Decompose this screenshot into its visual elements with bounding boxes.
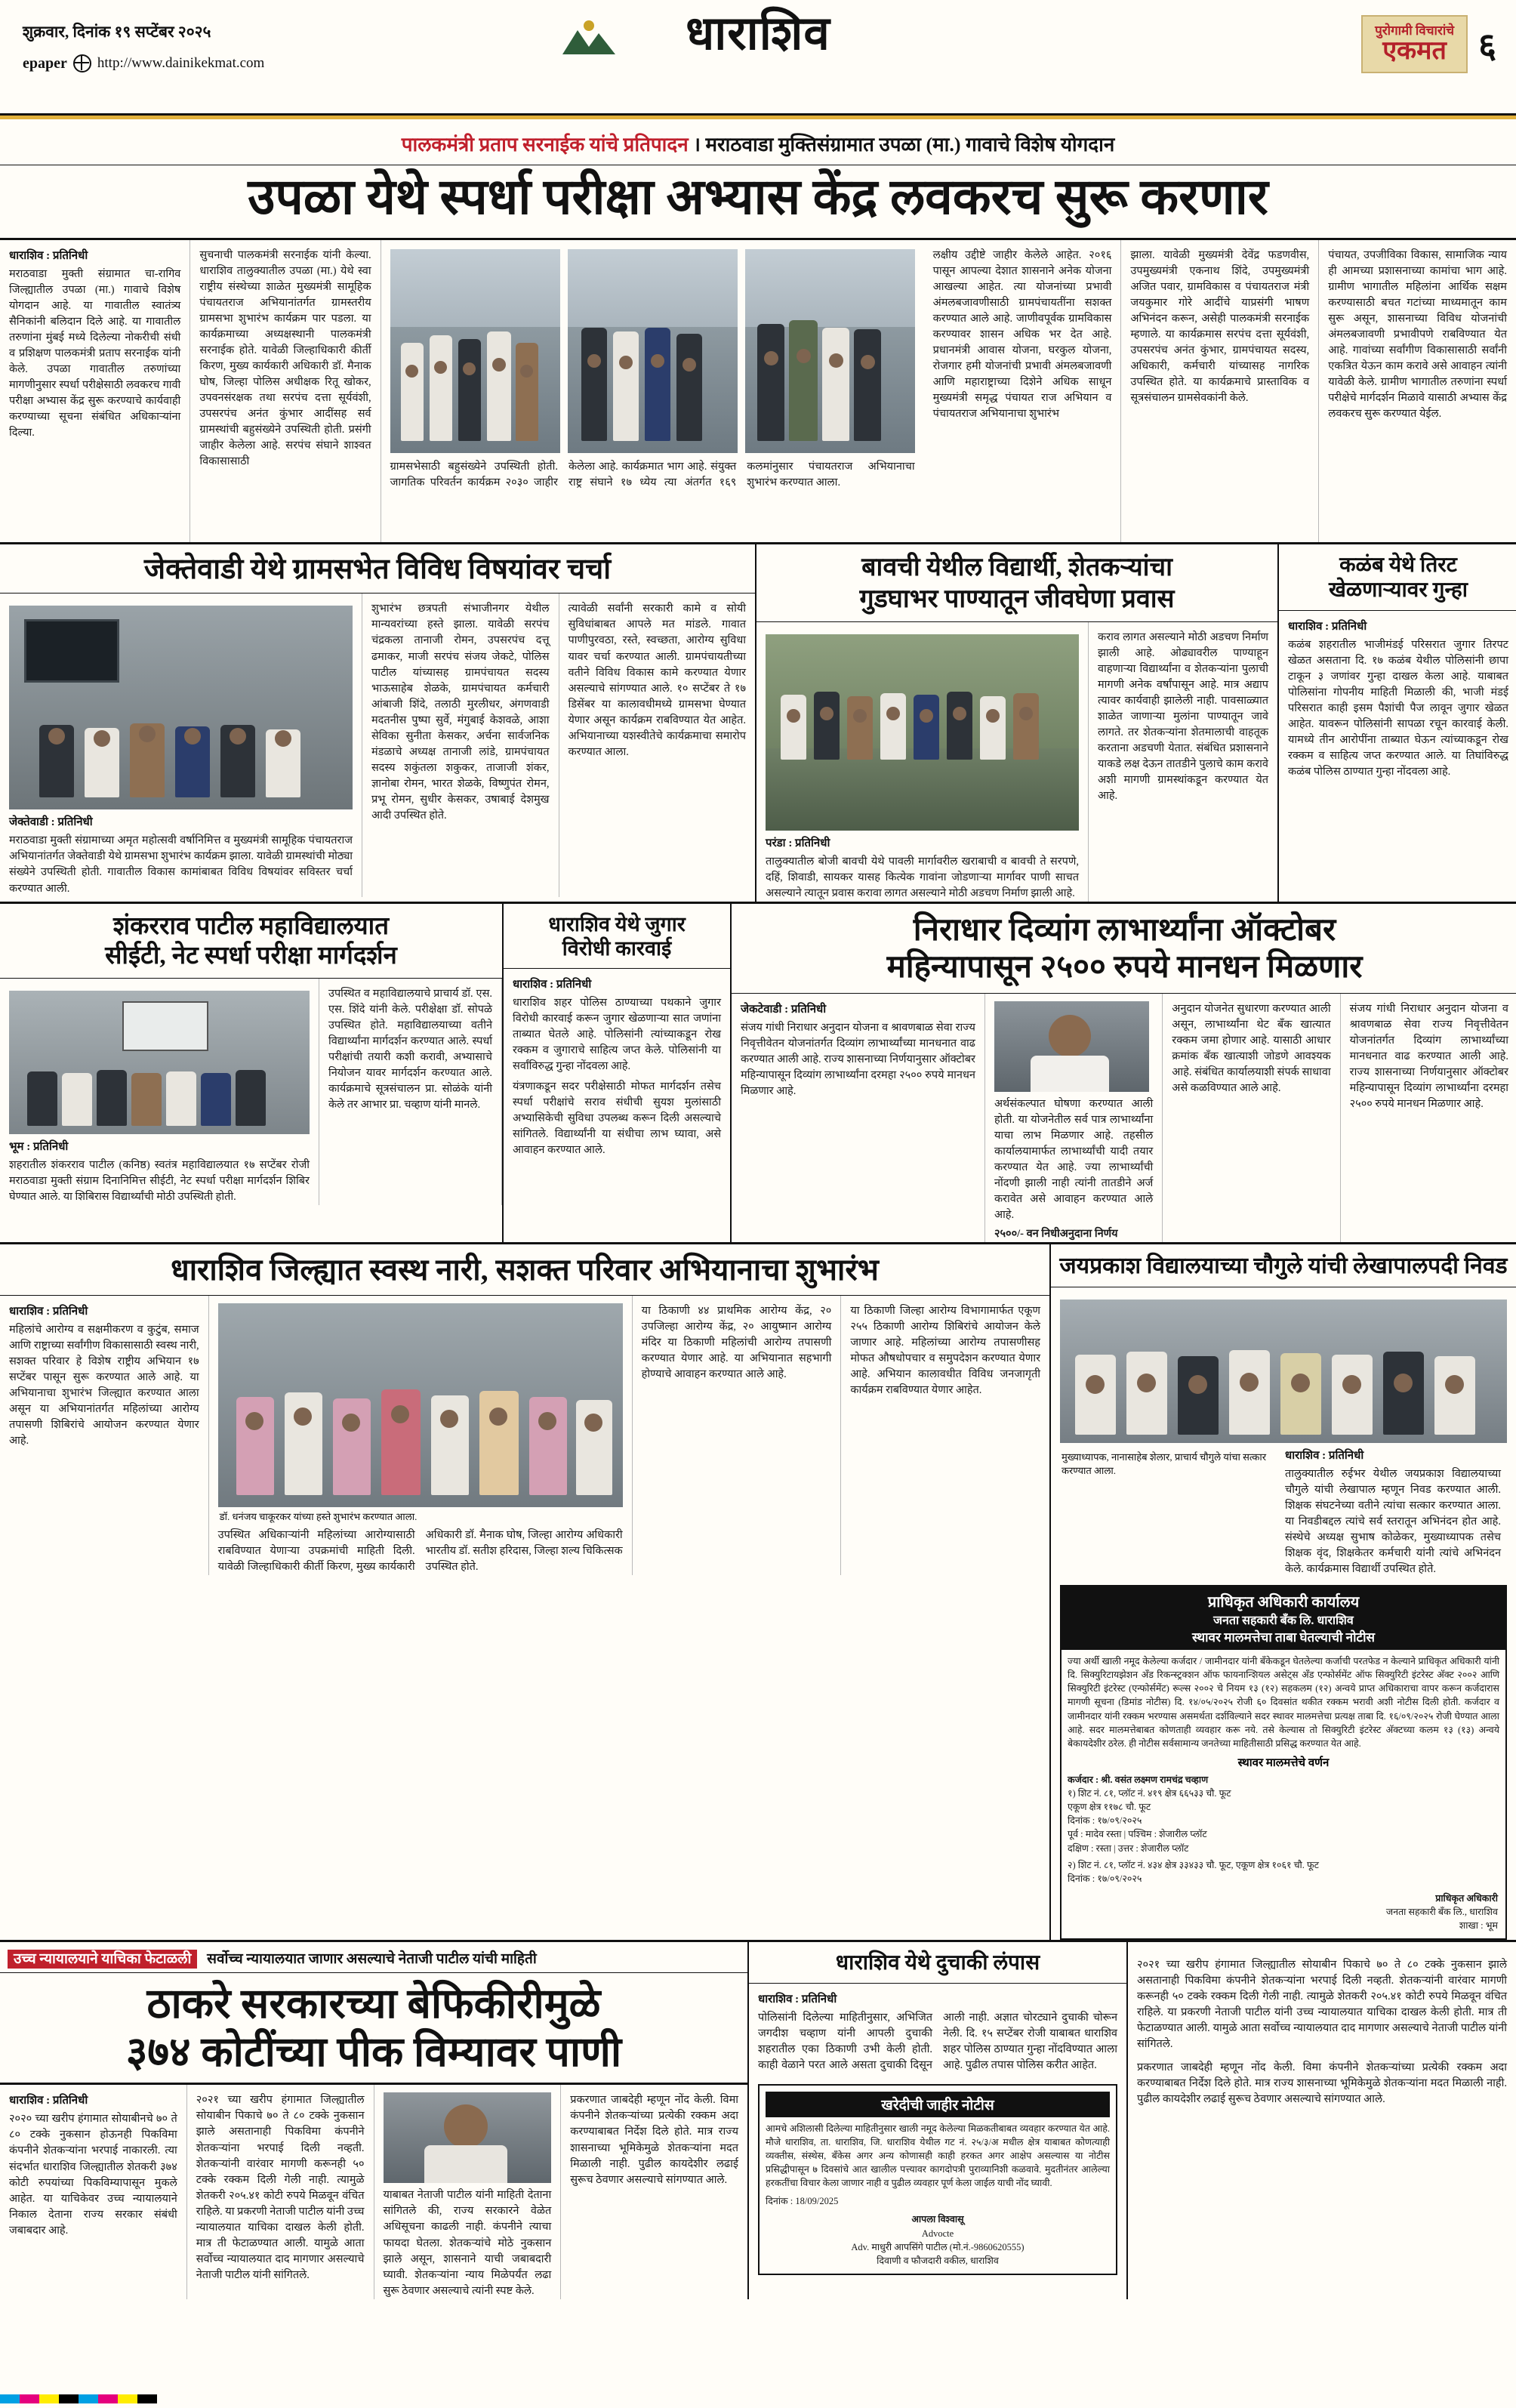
dhuchaki-headline: धाराशिव येथे दुचाकी लंपास: [835, 1951, 1040, 1975]
jaktewadi-headline: जेक्तेवाडी येथे ग्रामसभेत विविध विषयांवर चर्चा: [143, 553, 612, 585]
jugar-byline: धाराशिव : प्रतिनिधी: [513, 978, 592, 991]
divyang-portrait-photo: [994, 1001, 1149, 1092]
band5-filler-col-2: प्रकरणात जाबदेही म्हणून नोंद केली. विमा कंपनीने शेतकऱ्यांच्या प्रत्येकी रक्कम अदा करण्याबाबत निर्देश दिले होते. मात्र राज्य शासनाच्या भूमिकेमुळे शेतकऱ्यांना मदत मिळाली नाही. पुढील कायदेशीर लढाई सुरूच ठेवणार असल्याचे सांगण्यात आले.: [1137, 2061, 1507, 2106]
publication-date: शुक्रवार, दिनांक १९ सप्टेंबर २०२५: [23, 23, 211, 41]
cmyk-swatch: [137, 2394, 157, 2403]
lead-body: [0, 240, 1516, 542]
epaper-label: epaper: [23, 54, 67, 72]
jaktewadi-col-2: शुभारंभ छत्रपती संभाजीनगर येथील मान्यवरांच्या हस्ते झाला. यावेळी सरपंच चंद्रकला तानाजी रोमन, उपसरपंच दत्तू ढमाकर, माजी सरपंच संजय जेकटे, पोलिस पाटील यांच्यासह ग्रामपंचायत सदस्य भाऊसाहेब शेळके, ग्रामपंचायत कर्मचारी आंबाजी शिंदे, तलाठी मुरलीधर, अंगणवाडी मदतनीस पुष्पा सुर्वे, मंगुबाई केशवळे, आशा सेविका सुनीता केसकर, अर्चना सार्वजनिक मंडळाचे अध्यक्ष तानाजी लांडे, ग्रामपंचायत सदस्य शकुंतला शकुकर, ताजाजी शंकर, ज्ञानोबा रोमन, भारत शेळके, विष्णुपंत रोमन, प्रभू रोमन, सुधीर केसकर, उषाबाई देशमुख आदी उपस्थित होते.: [371, 603, 550, 822]
dhuchaki-byline: धाराशिव : प्रतिनिधी: [758, 1993, 837, 2006]
masthead-right: [1361, 15, 1496, 73]
swasthanari-byline: धाराशिव : प्रतिनिधी: [9, 1306, 88, 1318]
bank-notice-borrower: कर्जदार : श्री. वसंत लक्ष्मण रामचंद्र चव्हाण: [1068, 1774, 1209, 1785]
newspaper-title: धाराशिव: [686, 8, 830, 60]
bank-notice-sign-1: प्राधिकृत अधिकारी: [1435, 1892, 1498, 1904]
jugar-body: धाराशिव शहर पोलिस ठाण्याच्या पथकाने जुगार विरोधी कारवाई करून जुगार खेळणाऱ्या सात जणांना ताब्यात घेतले आहे. पोलिसांनी त्यांच्याकडून रोख रक्कम व जुगाराचे साहित्य जप्त केले. पोलिसांनी या सर्वांविरुद्ध गुन्हा नोंदवला आहे.: [513, 996, 721, 1072]
epaper-url: http://www.dainikekmat.com: [97, 55, 265, 71]
bank-notice-table-title: स्थावर मालमत्तेचे वर्णन: [1237, 1756, 1330, 1769]
kalamb-body: कळंब शहरातील भाजीमंडई परिसरात जुगार तिरपट खेळत असताना दि. १७ कळंब येथील पोलिसांनी छापा टाकून ३ जणांवर गुन्हा दाखल केला आहे. याबाबत पोलिसांना गोपनीय माहिती मिळाली की, भाजी मंडई परिसरात काही इसम पैशांची पैज लावून जुगार खेळत आहेत. यावरून पोलिसांनी सापळा रचून कारवाई केली. यामध्ये तीन आरोपींना ताब्यात घेऊन त्यांच्याकडून रोख रक्कम व साहित्य जप्त करण्यात आले. या तिघांविरुद्ध कळंब पोलिस ठाण्यात गुन्हा नोंदवला आहे.: [1288, 638, 1508, 778]
thackeray-col-1: २०२० च्या खरीप हंगामात सोयाबीनचे ७० ते ८० टक्के नुकसान होऊनही पिकविमा कंपनीने शेतकऱ्यांना भरपाई नाकारली. त्या संदर्भात धाराशिव जिल्ह्यातील शेतकरी ३७४ कोटी रुपयांच्या पिकविम्यापासून मुकले आहेत. या याचिकेवर उच्च न्यायालयाने निकाल देताना राज्य सरकार संबंधी जबाबदार आहे.: [9, 2113, 177, 2237]
jayprakash-headline: जयप्रकाश विद्यालयाच्या चौगुले यांची लेखापालपदी निवड: [1059, 1253, 1508, 1279]
lead-col-3: लक्षीय उद्दीष्टे जाहीर केलेले आहेत. २०१६ पासून आपल्या देशात शासनाने अनेक योजना आखल्या आहेत. त्या योजनांच्या प्रभावी अंमलबजावणीसाठी ग्रामपंचायतींना सशक्त करण्यात आले आहे. जाणीवपूर्वक ग्रामविकास करण्यावर शासन अधिक भर देत आहे. प्रधानमंत्री आवास योजना, घरकुल योजना, रोजगार हमी योजनांची प्रभावी अंमलबजावणी आणि महाराष्ट्राच्या दिशेने अधिक साधून मुख्यमंत्री समृद्ध पंचायत राज अभियान व पंचायतराज अभियानाचा शुभारंभ: [932, 248, 1112, 421]
lead-byline: धाराशिव : प्रतिनिधी: [9, 249, 88, 262]
lead-col-5: पंचायत, उपजीविका विकास, सामाजिक न्याय ही आमच्या प्रशासनाच्या कामांचा भाग आहे. ग्रामीण भागातील महिलांना आर्थिक सक्षम करण्यासाठी बचत गटांच्या माध्यमातून काम सुरू असून, शासनाच्या विविध योजनांची अंमलबजावणी प्रभावीपणे राबविण्यात येत आहे. गावांच्या सर्वांगीण विकासासाठी सर्वांनी एकत्रित येऊन काम करावे असे आवाहन त्यांनी यावेळी केले. ग्रामीण भागातील तरुणांना स्पर्धा परीक्षेचे मार्गदर्शन मिळावे यासाठी अभ्यास केंद्र लवकरच सुरू करण्यात येईल.: [1328, 248, 1507, 421]
cmyk-swatch: [59, 2394, 79, 2403]
bank-notice-item1-line5: दक्षिण : रस्ता | उत्तर : शेजारील प्लॉट: [1068, 1842, 1189, 1854]
cmyk-swatch: [79, 2394, 98, 2403]
bavachi-headline-line1: बावची येथील विद्यार्थी, शेतकऱ्यांचा: [861, 553, 1172, 581]
thackeray-col-3: याबाबत नेताजी पाटील यांनी माहिती देताना सांगितले की, राज्य सरकारने वेळेत अधिसूचना काढली नाही. कंपनीने त्याचा फायदा घेतला. शेतकऱ्यांचे मोठे नुकसान झाले असून, शासनाने याची जबाबदारी घ्यावी. शेतकऱ्यांना न्याय मिळेपर्यंत लढा सुरू ठेवणार असल्याचे त्यांनी स्पष्ट केले.: [383, 2189, 552, 2297]
thackeray-kicker-black: सर्वोच्च न्यायालयात जाणार असल्याचे नेताजी पाटील यांची माहिती: [207, 1951, 537, 1968]
lead-headline: उपळा येथे स्पर्धा परीक्षा अभ्यास केंद्र लवकरच सुरू करणार: [248, 170, 1268, 225]
lead-col-4: झाला. यावेळी मुख्यमंत्री देवेंद्र फडणवीस, उपमुख्यमंत्री एकनाथ शिंदे, उपमुख्यमंत्री अजित पवार, ग्रामविकास व पंचायतराज मंत्री जयकुमार गोरे आदींचे याप्रसंगी भाषण अभिनंदन करून, असेही पालकमंत्री सरनाईक म्हणाले. या कार्यक्रमास सरपंच दत्ता सूर्यवंशी, उपसरपंच अनंत कुंभार, ग्रामपंचायत सदस्य, अधिकारी, कर्मचारी यांच्यासह नागरिक उपस्थित होते. या कार्यक्रमाचे प्रास्ताविक व सूत्रसंचालन ग्रामसेवकांनी केले.: [1130, 248, 1310, 405]
bank-notice-item1-line4: पूर्व : मादेव रस्ता | पश्चिम : शेजारील प्लॉट: [1068, 1829, 1207, 1840]
band5-filler-col-1: २०२१ च्या खरीप हंगामात जिल्ह्यातील सोयाबीन पिकाचे ७० ते ८० टक्के नुकसान झाले असतानाही पिकविमा कंपनीने शेतकऱ्यांना भरपाई दिली नव्हती. शेतकऱ्यांनी वारंवार मागणी करूनही ५० टक्के रक्कम दिली गेली नाही. त्यामुळे शेतकरी २०५.४१ कोटी रुपये मिळवून वंचित राहिले. या प्रकरणी नेताजी पाटील यांनी उच्च न्यायालयात याचिका दाखल केली होती. मात्र ती फेटाळण्यात आली. यामुळे आता सर्वोच्च न्यायालयात दाद मागणार असल्याचे नेताजी पाटील यांनी सांगितले.: [1137, 1959, 1507, 2051]
advocate-notice-sign-3: Adv. माधुरी आपसिंगे पाटील (मो.नं.-9860620555): [851, 2241, 1025, 2252]
lead-col-1: मराठवाडा मुक्ती संग्रामात चा-रागिव जिल्ह्यातील उपळा (मा.) गावाचे विशेष योगदान आहे. या गावातील स्वातंत्र्य सैनिकांनी बलिदान दिले आहे. या गावातील तरुणांना मुंबई मध्ये दिलेल्या नोकरीची संधी व प्रशिक्षण पालकमंत्री प्रताप सरनाईक यांनी केले. उपळा गावातील तरुणांच्या मागणीनुसार स्पर्धा परीक्षेसाठी लवकरच गावी परीक्षा अभ्यास केंद्र सुरू करण्याचे कार्यवाही करण्याच्या सूचना संबंधित अधिकाऱ्यांना दिल्या.: [9, 267, 181, 439]
shankarrao-photo: [9, 991, 310, 1134]
divyang-col-4: संजय गांधी निराधार अनुदान योजना व श्रावणबाळ सेवा राज्य निवृत्तीवेतन योजनांतर्गत दिव्यांग लाभार्थ्यांच्या मानधनात वाढ करण्यात आली आहे. राज्य शासनाच्या निर्णयानुसार ऑक्टोबर महिन्यापासून दिव्यांग लाभार्थ्यांना दरमहा २५०० रुपये मानधन मिळणार आहे.: [1349, 1003, 1508, 1111]
cmyk-swatch: [20, 2394, 39, 2403]
thackeray-kicker-red: उच्च न्यायालयाने याचिका फेटाळली: [8, 1950, 197, 1969]
bank-notice-item1-line1: १) शिट नं. ८१, प्लॉट नं. ४१९ क्षेत्र ६६५३३ चौ. फूट: [1068, 1788, 1231, 1799]
cmyk-swatch: [0, 2394, 20, 2403]
bank-notice-item1-line3: दिनांक : १७/०९/२०२५: [1068, 1815, 1142, 1827]
bavachi-col-2: कराव लागत असल्याने मोठी अडचण निर्माण झाली आहे. ओढ्यावरील पाण्याहून वाहणाऱ्या विद्यार्थ्यांना व शेतकऱ्यांना पुलाची मागणी अनेक वर्षांपासून आहे. मात्र अद्याप त्यावर कार्यवाही झालेली नाही. पावसाळ्यात शाळेत जाणाऱ्या मुलांना पाण्यातून जावे लागते. तर शेतकऱ्यांना शेतमालाची वाहतूक करताना अडचणी येतात. संबंधित प्रशासनाने याकडे लक्ष देऊन तातडीने पुलाचे काम करावे अशी मागणी ग्रामस्थांकडून करण्यात येत आहे.: [1098, 631, 1268, 803]
divyang-col-1: संजय गांधी निराधार अनुदान योजना व श्रावणबाळ सेवा राज्य निवृत्तीवेतन योजनांतर्गत दिव्यांग लाभार्थ्यांच्या मानधनात वाढ करण्यात आली आहे. राज्य शासनाच्या निर्णयानुसार ऑक्टोबर महिन्यापासून दिव्यांग लाभार्थ्यांना दरमहा २५०० रुपये मानधन मिळणार आहे.: [741, 1022, 975, 1098]
bavachi-col-1: तालुक्यातील बोजी बावची येथे पावली मार्गावरील खराबाची व बावची ते सरपणे, दहिं, शिवाडी, सायकर यासह कित्येक गावांना जोडणाऱ्या मार्गावर पाणी साचत असल्याने त्यातून प्रवास करावा लागत असल्याने मोठी अडचण निर्माण झाली आहे.: [766, 856, 1079, 900]
divyang-col-2: अर्थसंकल्पात घोषणा करण्यात आली होती. या योजनेतील सर्व पात्र लाभार्थ्यांना याचा लाभ मिळणार आहे. तहसील कार्यालयामार्फत लाभार्थ्यांची यादी तयार करण्यात येत आहे. ज्या लाभार्थ्यांची नोंदणी झाली नाही त्यांनी तातडीने अर्ज करावेत असे आवाहन करण्यात आले आहे.: [994, 1098, 1154, 1222]
cmyk-registration-bar: [0, 2394, 1516, 2403]
cmyk-swatch: [39, 2394, 59, 2403]
bank-notice-title-3: स्थावर मालमत्तेचा ताबा घेतल्याची नोटीस: [1192, 1630, 1375, 1645]
page-number: ६: [1478, 26, 1496, 65]
advocate-notice-sign-1: आपला विश्वासू: [911, 2214, 964, 2225]
lead-col-2: सुचनाची पालकमंत्री सरनाईक यांनी केल्या. धाराशिव तालुक्यातील उपळा (मा.) येथे स्वा राष्ट्रीय संस्थेच्या शाळेत मुख्यमंत्री सामूहिक पंचायतराज अभियानांतर्गत ग्रामस्तरीय ग्रामसभा शुभारंभ कार्यक्रम पार पडला. या कार्यक्रमाच्या अध्यक्षस्थानी पालकमंत्री सरनाईक होते. यावेळी जिल्हाधिकारी कीर्ती किरण, मुख्य कार्यकारी अधिकारी डॉ. मैनाक घोष, जिल्हा पोलिस अधीक्षक रितू खोकर, उपवनसंरक्षक तथा सरपंच दत्ता सूर्यवंशी, उपसरपंच अनंत कुंभार आदींसह सर्व ग्रामस्थांची बहुसंख्येने उपस्थिती होती. प्रसंगी जाहीर केलेला आहे. सरपंच संघाने शाश्वत विकासासाठी: [199, 248, 371, 468]
swasthanari-col-3: या ठिकाणी ४४ प्राथमिक आरोग्य केंद्र, २० उपजिल्हा आरोग्य केंद्र, २० आयुष्मान आरोग्य मंदिर या ठिकाणी महिलांची आरोग्य तपासणी करण्यात येणार आहे. या अभियानात सहभागी होण्याचे आवाहन करण्यात आले आहे.: [641, 1305, 832, 1381]
advocate-notice-title: खरेदीची जाहीर नोटीस: [766, 2092, 1110, 2117]
bank-notice-body: ज्या अर्थी खाली नमूद केलेल्या कर्जदार / जामीनदार यांनी बँकेकडून घेतलेल्या कर्जाची परतफेड न केल्याने प्राधिकृत अधिकारी यांनी दि. सिक्युरिटायझेशन अँड रिकन्स्ट्रक्शन ऑफ फायनान्शियल असेट्स अँड एन्फोर्समेंट ऑफ सिक्युरिटी इंटरेस्ट अ‍ॅक्ट २००२ आणि सिक्युरिटी इंटरेस्ट (एन्फोर्समेंट) रूल्स २००२ चे नियम १३ (१२) सहकलम (१२) अन्वये प्राप्त अधिकाराचा वापर करून कर्जदारास मागणी सूचना (डिमांड नोटीस) दि. १४/०५/२०२५ रोजी ६० दिवसांत थकीत रक्कम भरावी अशी नोटीस दिली होती. कर्जदार व जामीनदार यांनी रक्कम भरण्यास असमर्थता दर्शविल्याने सदर स्थावर मालमत्तेचा प्रत्यक्ष ताबा दि. १६/०९/२०२५ रोजी घेण्यात आला आहे. सदर मालमत्तेबाबत कोणताही व्यवहार करू नये. तसे केल्यास तो सिक्युरिटी इंटरेस्ट अ‍ॅक्टच्या कलम १३ (१३) अन्वये बेकायदेशीर ठरेल. ही नोटीस सर्वसामान्य जनतेच्या माहितीसाठी प्रसिद्ध करण्यात येत आहे.: [1068, 1656, 1499, 1749]
jugar-headline-line2: विरोधी कारवाई: [562, 937, 672, 960]
swasthanari-col-1: महिलांचे आरोग्य व सक्षमीकरण व कुटुंब, समाज आणि राष्ट्राच्या सर्वांगीण विकासासाठी स्वस्थ नारी, सशक्त परिवार हे विशेष राष्ट्रीय अभियान १७ सप्टेंबर पासून सुरू करण्यात आले आहे. या अभियानाचा शुभारंभ जिल्ह्यात करण्यात आला असून या अभियानांतर्गत महिलांच्या आरोग्य तपासणी शिबिरांचे आयोजन करण्यात येणार आहे.: [9, 1324, 199, 1448]
divyang-col-3: अनुदान योजनेत सुधारणा करण्यात आली असून, लाभार्थ्यांना थेट बँक खात्यात रक्कम जमा होणार आहे. यासाठी आधार क्रमांक बँक खात्याशी जोडणे आवश्यक आहे. संबंधित कार्यालयाशी संपर्क साधावा असे कळविण्यात आले आहे.: [1172, 1003, 1331, 1095]
cmyk-swatch: [98, 2394, 118, 2403]
band-5: [0, 1940, 1516, 2299]
thackeray-byline: धाराशिव : प्रतिनिधी: [9, 2095, 88, 2107]
lead-kicker-black: मराठवाडा मुक्तिसंग्रामात उपळा (मा.) गावाचे विशेष योगदान: [705, 134, 1115, 156]
advocate-notice-body: आमचे अशिलासी दिलेल्या माहितीनुसार खाली नमूद केलेल्या मिळकतीबाबत व्यवहार करण्यात येत आहे. मौजे धाराशिव, ता. धाराशिव, जि. धाराशिव येथील गट नं. २५/३/अ मधील क्षेत्र याबाबत कोणत्याही व्यक्तीस, संस्थेस, बँकेस अगर अन्य कोणासही काही हरकत अगर आक्षेप असल्यास या नोटीस प्रसिद्धीपासून ७ दिवसांचे आत खालील पत्त्यावर कागदोपत्री पुराव्यानिशी कळवावे. मुदतीनंतर आलेल्या हरकतींचा विचार केला जाणार नाही व पुढील व्यवहार पूर्ण केला जाईल याची नोंद घ्यावी.: [766, 2123, 1110, 2189]
swasthanari-headline: धाराशिव जिल्ह्यात स्वस्थ नारी, सशक्त परिवार अभियानाचा शुभारंभ: [171, 1253, 879, 1287]
swasthanari-col-2: उपस्थित अधिकाऱ्यांनी महिलांच्या आरोग्यासाठी राबविण्यात येणाऱ्या उपक्रमांची माहिती दिली. यावेळी जिल्हाधिकारी कीर्ती किरण, मुख्य कार्यकारी अधिकारी डॉ. मैनाक घोष, जिल्हा आरोग्य अधिकारी भारतीय डॉ. सतीश हरिदास, जिल्हा शल्य चिकित्सक उपस्थित होते.: [217, 1529, 623, 1574]
shankarrao-col-3: यंत्रणाकडून सदर परीक्षेसाठी मोफत मार्गदर्शन तसेच स्पर्धा परीक्षांचे सराव संधीची सुयश मुलांसाठी अभ्यासिकेची सुविधा उपलब्ध करून दिली असल्याचे सांगितले. विद्यार्थ्यांनी या संधीचा लाभ घ्यावा, असे आवाहन करण्यात आले.: [513, 1080, 721, 1156]
thackeray-col-2: २०२१ च्या खरीप हंगामात जिल्ह्यातील सोयाबीन पिकाचे ७० ते ८० टक्के नुकसान झाले असतानाही पिकविमा कंपनीने शेतकऱ्यांना भरपाई दिली नव्हती. शेतकऱ्यांनी वारंवार मागणी करूनही ५० टक्के रक्कम दिली गेली नाही. त्यामुळे शेतकरी २०५.४१ कोटी रुपये मिळवून वंचित राहिले. या प्रकरणी नेताजी पाटील यांनी उच्च न्यायालयात याचिका दाखल केली होती. मात्र ती फेटाळण्यात आली. यामुळे आता सर्वोच्च न्यायालयात दाद मागणार असल्याचे नेताजी पाटील यांनी सांगितले.: [196, 2094, 365, 2281]
jayprakash-photo-caption: मुख्याध्यापक, नानासाहेब शेलार, प्राचार्य चौगुले यांचा सत्कार करण्यात आला.: [1062, 1451, 1267, 1476]
jayprakash-byline: धाराशिव : प्रतिनिधी: [1285, 1449, 1364, 1462]
jaktewadi-photo: [9, 606, 353, 809]
shankarrao-col-2: उपस्थित व महाविद्यालयाचे प्राचार्य डॉ. एस. एस. शिंदे यांनी केले. परीक्षेक्षा डॉ. सोपळे उपस्थित होते. महाविद्यालयाच्या वतीने विद्यार्थ्यांना मार्गदर्शन करण्यात आले. स्पर्धा परीक्षांची तयारी कशी करावी, अभ्यासाचे नियोजन यावर मार्गदर्शन करण्यात आले. कार्यक्रमाचे सूत्रसंचालन प्रा. सोळंके यांनी केले तर आभार प्रा. चव्हाण यांनी मानले.: [328, 988, 492, 1112]
brand-name: एकमत: [1382, 37, 1447, 65]
kalamb-byline: धाराशिव : प्रतिनिधी: [1288, 620, 1367, 633]
bavachi-photo: [766, 634, 1079, 831]
band-2: [0, 542, 1516, 902]
shankarrao-headline-line2: सीईटी, नेट स्पर्धा परीक्षा मार्गदर्शन: [105, 942, 397, 970]
bank-notice-sign-3: शाखा : भूम: [1459, 1920, 1498, 1932]
brand-tagline: पुरोगामी विचारांचे: [1375, 23, 1455, 38]
lead-kicker-red: पालकमंत्री प्रताप सरनाईक यांचे प्रतिपादन: [401, 134, 689, 156]
swasthanari-photo: [218, 1303, 623, 1507]
lead-photo-captions: ग्रामसभेसाठी बहुसंख्येने उपस्थिती होती. जागतिक परिवर्तन कार्यक्रम २०३० जाहीर केलेला आहे. कार्यक्रमात भाग आहे. संयुक्त राष्ट्र संघाने १७ ध्येय त्या अंतर्गत १६९ कलमांनुसार पंचायतराज अभियानाचा शुभारंभ करण्यात आला.: [390, 460, 915, 489]
advocate-notice-sign-4: दिवाणी व फौजदारी वकील, धाराशिव: [877, 2255, 999, 2266]
bank-possession-notice: [1060, 1585, 1507, 1940]
thackeray-col-4: प्रकरणात जाबदेही म्हणून नोंद केली. विमा कंपनीने शेतकऱ्यांच्या प्रत्येकी रक्कम अदा करण्याबाबत निर्देश दिले होते. मात्र राज्य शासनाच्या भूमिकेमुळे शेतकऱ्यांना मदत मिळाली नाही. पुढील कायदेशीर लढाई सुरूच ठेवणार असल्याचे सांगण्यात आले.: [570, 2094, 738, 2186]
kalamb-headline-line1: कळंब येथे तिरट: [1339, 553, 1457, 577]
shankarrao-col-1: शहरातील शंकरराव पाटील (कनिष्ठ) स्वतंत्र महाविद्यालयात १७ सप्टेंबर रोजी मराठवाडा मुक्ती संग्राम दिनानिमित्त सीईटी, नेट स्पर्धा परीक्षा मार्गदर्शन शिबिर घेण्यात आले. या शिबिरास विद्यार्थ्यांची मोठी उपस्थिती होती.: [9, 1159, 310, 1204]
jaktewadi-byline: जेक्तेवाडी : प्रतिनिधी: [9, 816, 93, 829]
swasthanari-col-4: या ठिकाणी जिल्हा आरोग्य विभागामार्फत एकूण २५५ ठिकाणी आरोग्य शिबिरांचे आयोजन केले जाणार आहे. महिलांच्या आरोग्य तपासणीसह मोफत औषधोपचार व समुपदेशन करण्यात येणार आहे. अभियान कालावधीत विविध जनजागृती कार्यक्रम राबविण्यात येणार आहेत.: [850, 1305, 1041, 1397]
divyang-amount-note: २५००/- वन निधीअनुदाना निर्णय: [994, 1228, 1118, 1241]
bavachi-headline-line2: गुडघाभर पाण्यातून जीवघेणा प्रवास: [859, 584, 1175, 613]
band-4: [0, 1242, 1516, 1940]
lead-photo-3: [745, 249, 915, 453]
lead-photo-1: [390, 249, 560, 453]
shankarrao-headline-line1: शंकरराव पाटील महाविद्यालयात: [112, 913, 390, 941]
kalamb-headline-line2: खेळणाऱ्यावर गुन्हा: [1328, 578, 1468, 603]
bank-notice-title-2: जनता सहकारी बँक लि. धाराशिव: [1213, 1614, 1354, 1628]
cmyk-swatch: [118, 2394, 137, 2403]
jayprakash-body: तालुक्यातील रुईभर येथील जयप्रकाश विद्यालयाच्या चौगुले यांची लेखापाल म्हणून निवड करण्यात आली. शिक्षक संघटनेच्या वतीने त्यांचा सत्कार करण्यात आला. या निवडीबद्दल त्यांचे सर्व स्तरातून अभिनंदन होत आहे. संस्थेचे अध्यक्ष सुभाष कोळेकर, मुख्याध्यापक तसेच शिक्षक वृंद, शिक्षकेतर कर्मचारी यांनी त्यांचे अभिनंदन केले. कार्यक्रमास विद्यार्थी उपस्थित होते.: [1285, 1467, 1501, 1575]
divyang-byline: जेकटेवाडी : प्रतिनिधी: [741, 1004, 827, 1016]
bank-notice-item1-line2: एकूण क्षेत्र ११७८ चौ. फूट: [1068, 1802, 1151, 1813]
lead-photo-2: [568, 249, 738, 453]
advocate-notice-date: दिनांक : 18/09/2025: [766, 2196, 839, 2207]
bank-notice-item2-line2: दिनांक : १७/०९/२०२५: [1068, 1873, 1142, 1884]
lead-kicker: [0, 119, 1516, 165]
divyang-headline-line2: महिन्यापासून २५०० रुपये मानधन मिळणार: [886, 950, 1363, 985]
shankarrao-byline: भूम : प्रतिनिधी: [9, 1141, 69, 1154]
bank-notice-title-1: प्राधिकृत अधिकारी कार्यालय: [1207, 1594, 1360, 1611]
thackeray-headline-line1: ठाकरे सरकारच्या बेफिकीरीमुळे: [146, 1981, 601, 2027]
bank-notice-sign-2: जनता सहकारी बँक लि., धाराशिव: [1385, 1907, 1498, 1918]
masthead: [0, 0, 1516, 116]
advocate-notice: [758, 2084, 1117, 2275]
thackeray-headline-line2: ३७४ कोटींच्या पीक विम्यावर पाणी: [125, 2028, 622, 2075]
bavachi-byline: परंडा : प्रतिनिधी: [766, 837, 830, 850]
thackeray-portrait-photo: [384, 2092, 551, 2183]
swasthanari-photo-caption: डॉ. धनंजय चाकूरकर यांच्या हस्ते शुभारंभ करण्यात आला.: [219, 1511, 418, 1523]
jayprakash-photo: [1060, 1300, 1507, 1443]
jaktewadi-col-3: त्यावेळी सर्वांनी सरकारी कामे व सोयी सुविधांबाबत आपले मत मांडले. गावात पाणीपुरवठा, रस्ते, स्वच्छता, आरोग्य सुविधा यावर चर्चा करण्यात आली. ग्रामपंचायतीच्या वतीने विविध विकास कामे करण्यात येणार असल्याचे सांगण्यात आले. १० सप्टेंबर ते १७ डिसेंबर या कालावधीमध्ये ग्रामसभा घेण्यात येणार असून कार्यक्रम राबविण्यात येत आहेत. अभियानाच्या यशस्वीतेचे कार्यक्रमाचा समारोप करण्यात आला.: [568, 603, 746, 758]
jaktewadi-col-1: मराठवाडा मुक्ती संग्रामाच्या अमृत महोत्सवी वर्षानिमित्त व मुख्यमंत्री सामूहिक पंचायतराज अभियानांतर्गत जेक्तेवाडी येथे ग्रामसभा शुभारंभ कार्यक्रम झाला. यावेळी ग्रामस्थांची मोठ्या संख्येने उपस्थिती होती. गावातील विकास कामांबाबत विविध विषयांवर सविस्तर चर्चा करण्यात आली.: [9, 834, 353, 895]
masthead-center: [0, 8, 1516, 60]
bank-notice-item2-line1: २) शिट नं. ८१, प्लॉट नं. ४३४ क्षेत्र ३३४३३ चौ. फूट, एकूण क्षेत्र १०६१ चौ. फूट: [1068, 1859, 1319, 1870]
brand-badge: [1361, 15, 1468, 73]
jugar-headline-line1: धाराशिव येथे जुगार: [548, 913, 686, 936]
band-3: [0, 902, 1516, 1242]
lead-kicker-sep: ।: [693, 134, 701, 156]
logo-emblem-icon: [555, 17, 623, 62]
divyang-headline-line1: निराधार दिव्यांग लाभार्थ्यांना ऑक्टोबर: [913, 913, 1336, 948]
advocate-notice-sign-2: Advocte: [921, 2228, 954, 2239]
dhuchaki-body: पोलिसांनी दिलेल्या माहितीनुसार, अभिजित जगदीश चव्हाण यांनी आपली दुचाकी शहरातील एका ठिकाणी उभी केली होती. काही वेळाने परत आले असता दुचाकी दिसून आली नाही. अज्ञात चोरट्याने दुचाकी चोरून नेली. दि. १५ सप्टेंबर रोजी याबाबत धाराशिव शहर पोलिस ठाण्यात गुन्हा नोंदविण्यात आला आहे. पुढील तपास पोलिस करीत आहेत.: [758, 2011, 1117, 2071]
